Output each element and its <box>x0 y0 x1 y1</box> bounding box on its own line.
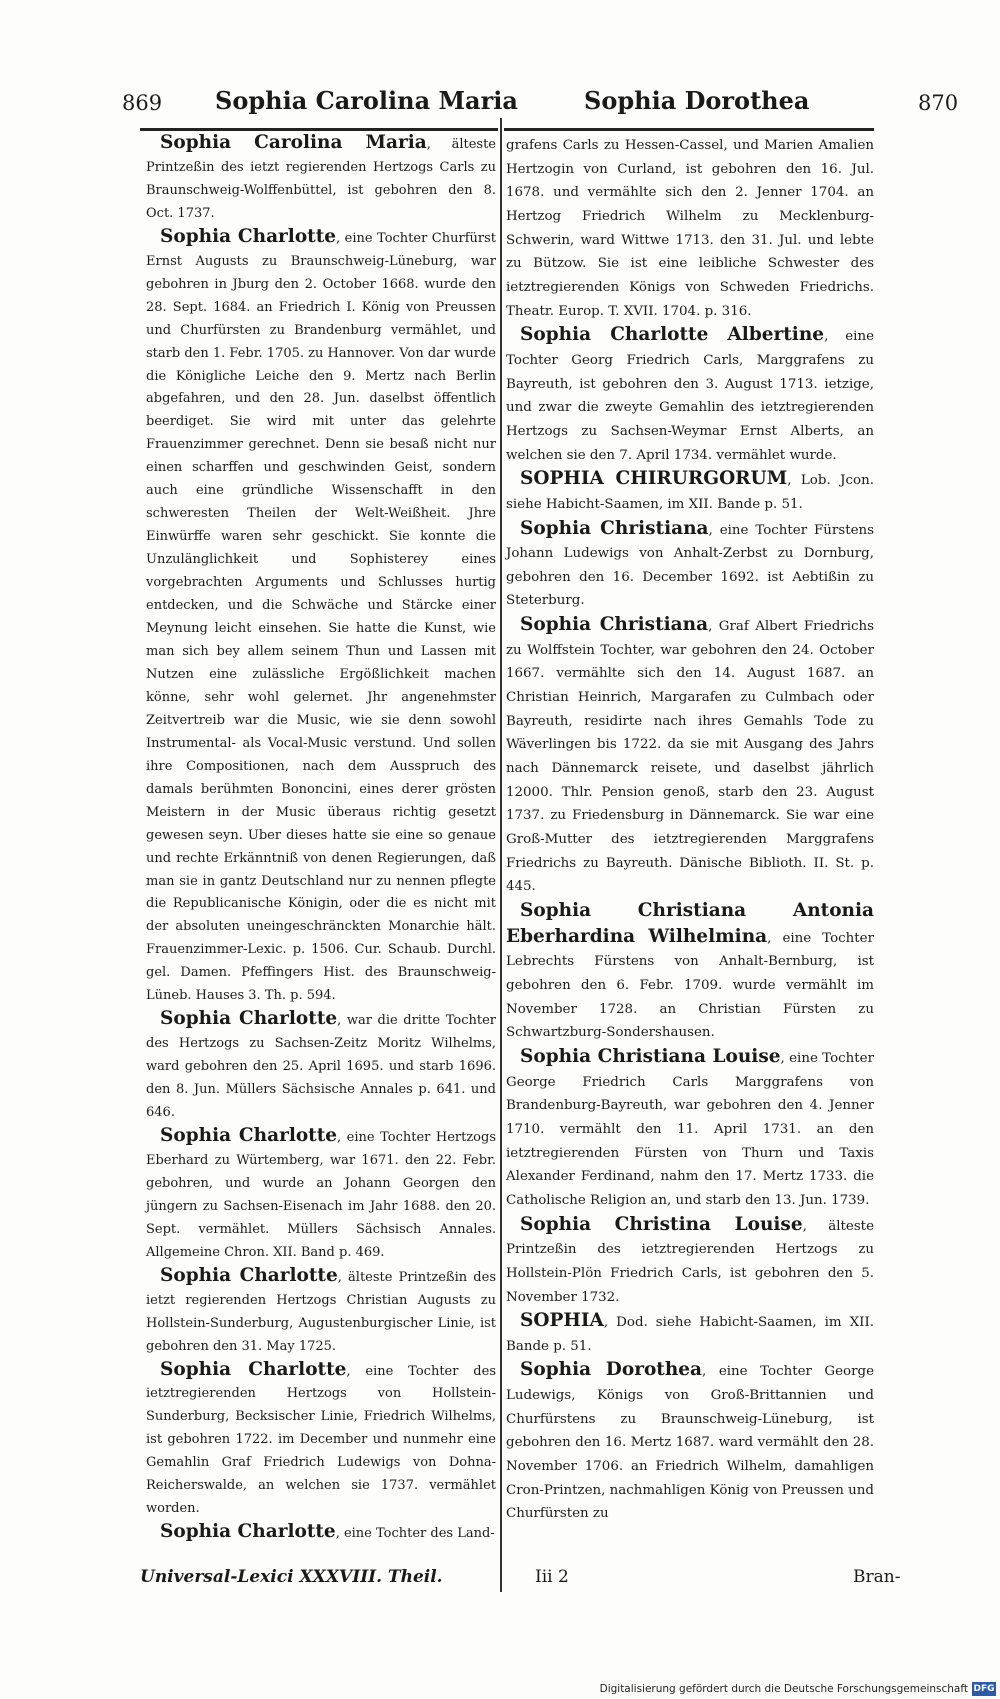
entry-text: , Dod. siehe Habicht-Saamen, im XII. Bande p. 51. <box>506 1315 874 1354</box>
entry-text: grafens Carls zu Hessen-Cassel, und Marien Amalien Hertzogin von Curland, ist gebohren den 16. Jul. 1678. und vermählte sich den 2. Jenner 1704. an Hertzog Friedrich Wilhelm zu Mecklenburg-Schwerin, ward Wittwe 1713. den 31. Jul. und lebte zu Bützow. Sie ist eine leibliche Schwester des ietztregierenden Königs von Schweden Friedrichs. Theatr. Europ. T. XVII. 1704. p. 316. <box>506 138 874 319</box>
digitization-notice: Digitalisierung gefördert durch die Deutsche Forschungsgemeinschaft <box>599 1683 968 1695</box>
dictionary-entry <box>506 1045 874 1213</box>
entry-headword: Sophia Charlotte <box>160 1008 338 1030</box>
column-divider <box>500 118 502 1592</box>
dictionary-entry <box>146 1008 496 1125</box>
entry-headword: Sophia Christiana <box>520 517 709 539</box>
entry-text: , älteste Printzeßin des ietztregierenden Hertzogs zu Hollstein-Plön Friedrich Carls, ist gebohren den 5. November 1732. <box>506 1218 874 1305</box>
entry-headword: Sophia Christina Louise <box>520 1213 803 1235</box>
entry-text: , eine Tochter Georg Friedrich Carls, Marggrafens zu Bayreuth, ist gebohren den 3. August 1713. ietzige, und zwar die zweyte Gemahlin des ietztregierenden Hertzogs zu Sachsen-Weymar Ernst Alberts, an welchen sie den 7. April 1734. vermählet wurde. <box>506 329 874 463</box>
dictionary-entry <box>506 1213 874 1310</box>
entry-text: , war die dritte Tochter des Hertzogs zu Sachsen-Zeitz Moritz Wilhelms, ward gebohren den 25. April 1695. und starb 1696. den 8. Jun. Müllers Sächsische Annales p. 641. und 646. <box>146 1013 496 1121</box>
digitization-footer <box>0 1677 1000 1699</box>
entry-text: , eine Tochter George Friedrich Carls Marggrafens von Brandenburg-Bayreuth, war gebohren den 4. Jenner 1710. vermählt den 11. April 1731. an den ietztregierenden Fürsten von Thurn und Taxis Alexander Ferdinand, nahm den 17. Mertz 1733. die Catholische Religion an, und starb den 13. Jun. 1739. <box>506 1050 875 1208</box>
entry-text: , älteste Printzeßin des ietzt regierenden Hertzogs Christian Augusts zu Hollstein-Sunderburg, Augustenburgischer Linie, ist gebohren den 31. May 1725. <box>146 1269 496 1354</box>
dictionary-entry <box>506 1358 874 1526</box>
dfg-logo-icon: DFG <box>973 1684 995 1694</box>
entry-headword: Sophia Christiana Antonia Eberhardina Wilhelmina <box>506 900 874 947</box>
dictionary-entry <box>506 467 874 516</box>
entry-headword: Sophia Charlotte <box>160 225 337 247</box>
left-column <box>146 132 496 1546</box>
entry-text: , eine Tochter Fürstens Johann Ludewigs von Anhalt-Zerbst zu Dornburg, gebohren den 16. December 1692. ist Aebtißin zu Steterburg. <box>506 522 875 609</box>
entry-text: , eine Tochter George Ludewigs, Königs von Groß-Brittannien und Churfürstens zu Braunschweig-Lüneburg, ist gebohren den 16. Mertz 1687. ward vermählt den 28. November 1706. an Friedrich Wilhelm, damahligen Cron-Printzen, nachmahligen König von Preussen und Churfürsten zu <box>506 1364 875 1522</box>
left-running-title: Sophia Carolina Maria <box>215 86 518 115</box>
entry-text: , eine Tochter Hertzogs Eberhard zu Würtemberg, war 1671. den 22. Febr. gebohren, und wurde an Johann Georgen den jüngern zu Sachsen-Eisenach im Jahr 1688. den 20. Sept. vermählet. Müllers Sächsisch Annales. Allgemeine Chron. XII. Band p. 469. <box>146 1129 496 1260</box>
dictionary-entry <box>506 517 874 614</box>
right-page-number: 870 <box>918 91 959 115</box>
signature-line: Universal-Lexici XXXVIII. Theil. <box>140 1567 443 1587</box>
entry-headword: SOPHIA <box>520 1310 604 1332</box>
right-column <box>506 132 874 1526</box>
entry-headword: Sophia Christiana <box>520 614 709 636</box>
dictionary-entry <box>146 132 496 226</box>
entry-text: , Graf Albert Friedrichs zu Wolffstein Tochter, war gebohren den 24. October 1667. vermählte sich den 14. August 1687. an Christian Heinrich, Margarafen zu Culmbach oder Bayreuth, residirte nach ihres Gemahls Tode zu Wäverlingen bis 1722. da sie mit Ausgang des Jahrs nach Dännemarck reisete, und daselbst jährlich 12000. Thlr. Pension genoß, starb den 23. August 1737. zu Friedensburg in Dännemarck. Sie war eine Groß-Mutter des ietztregierenden Marggrafens Friedrichs zu Bayreuth. Dänische Biblioth. II. St. p. 445. <box>506 619 875 895</box>
signature-mark: Iii 2 <box>535 1567 569 1587</box>
dictionary-entry <box>146 1125 496 1265</box>
entry-headword: Sophia Charlotte <box>160 1124 338 1146</box>
left-page-number: 869 <box>122 91 163 115</box>
right-running-title: Sophia Dorothea <box>584 86 810 115</box>
entry-headword: Sophia Charlotte <box>160 1521 336 1543</box>
dictionary-entry <box>146 1359 496 1522</box>
dictionary-entry <box>506 1309 874 1358</box>
entry-text: , Lob. Jcon. siehe Habicht-Saamen, im XII. Bande p. 51. <box>506 473 874 512</box>
entry-text: , älteste Printzeßin des ietzt regierenden Hertzogs Carls zu Braunschweig-Wolffenbüttel, ist gebohren den 8. Oct. 1737. <box>146 137 497 221</box>
entry-headword: Sophia Dorothea <box>520 1359 703 1381</box>
entry-text: , eine Tochter Churfürst Ernst Augusts zu Braunschweig-Lüneburg, war gebohren in Jburg den 2. October 1668. wurde den 28. Sept. 1684. an Friedrich I. König von Preussen und Churfürsten zu Brandenburg vermählet, und starb den 1. Febr. 1705. zu Hannover. Von dar wurde die Königliche Leiche den 9. Mertz nach Berlin abgefahren, und den 28. Jun. daselbst öffentlich beerdiget. Sie wird mit unter das gelehrte Frauenzimmer gerechnet. Denn sie besaß nicht nur einen scharffen und geschwinden Geist, sondern auch eine gründliche Wissenschafft in den schweresten Theilen der Welt-Weißheit. Jhre Einwürffe waren sehr geschickt. Sie konnte die Unzulänglichkeit und Sophisterey eines vorgebrachten Arguments und Schlusses hurtig entdecken, und die Schwäche und Stärcke einer Meynung leicht einsehen. Sie hatte die Kunst, wie man sich bey allem seinem Thun und Lassen mit Nutzen eine zulässliche Ergößlichkeit machen könne, sehr wohl gelernet. Jhr angenehmster Zeitvertreib war die Music, wie sie denn sowohl Instrumental- als Vocal-Music verstund. Und sollen ihre Compositionen, nach dem Ausspruch des damals berühmten Bononcini, eines derer grösten Meistern in der Music überaus richtig gesetzt gewesen seyn. Uber dieses hatte sie eine so genaue und rechte Erkänntniß von denen Regierungen, daß man sie in gantz Deutschland nur zu nennen pflegte die Republicanische Königin, oder die es nicht mit der absoluten uneingeschränckten Monarchie hält. Frauenzimmer-Lexic. p. 1506. Cur. Schaub. Durchl. gel. Damen. Pfeffingers Hist. des Braunschweig-Lüneb. Hauses 3. Th. p. 594. <box>146 230 496 1004</box>
dictionary-entry <box>506 899 874 1045</box>
dictionary-entry <box>506 132 874 323</box>
entry-headword: Sophia Charlotte Albertine <box>520 324 825 346</box>
dictionary-entry <box>146 226 496 1008</box>
entry-text: , eine Tochter Lebrechts Fürstens von Anhalt-Bernburg, ist gebohren den 6. Febr. 1709. wurde vermählt im November 1728. an Christian Fürsten zu Schwartzburg-Sondershausen. <box>506 930 875 1041</box>
dictionary-entry <box>506 323 874 467</box>
entry-text: , eine Tochter des Land- <box>335 1526 495 1542</box>
entry-headword: Sophia Charlotte <box>160 1264 338 1286</box>
entry-headword: Sophia Christiana Louise <box>520 1045 781 1067</box>
entry-headword: Sophia Charlotte <box>160 1358 347 1380</box>
entry-headword: SOPHIA CHIRURGORUM <box>520 468 788 490</box>
entry-text: , eine Tochter des ietztregierenden Hertzogs von Hollstein-Sunderburg, Becksischer Linie, Friedrich Wilhelms, ist gebohren 1722. im December und nunmehr eine Gemahlin Graf Friedrich Ludewigs von Dohna-Reicherswalde, an welchen sie 1737. vermählet worden. <box>146 1363 496 1517</box>
left-header-rule <box>140 128 498 131</box>
dictionary-entry <box>146 1521 496 1546</box>
right-header-rule <box>504 128 874 131</box>
entry-headword: Sophia Carolina Maria <box>160 132 427 153</box>
dictionary-entry <box>506 613 874 899</box>
dictionary-entry <box>146 1265 496 1359</box>
catchword: Bran- <box>853 1567 901 1587</box>
